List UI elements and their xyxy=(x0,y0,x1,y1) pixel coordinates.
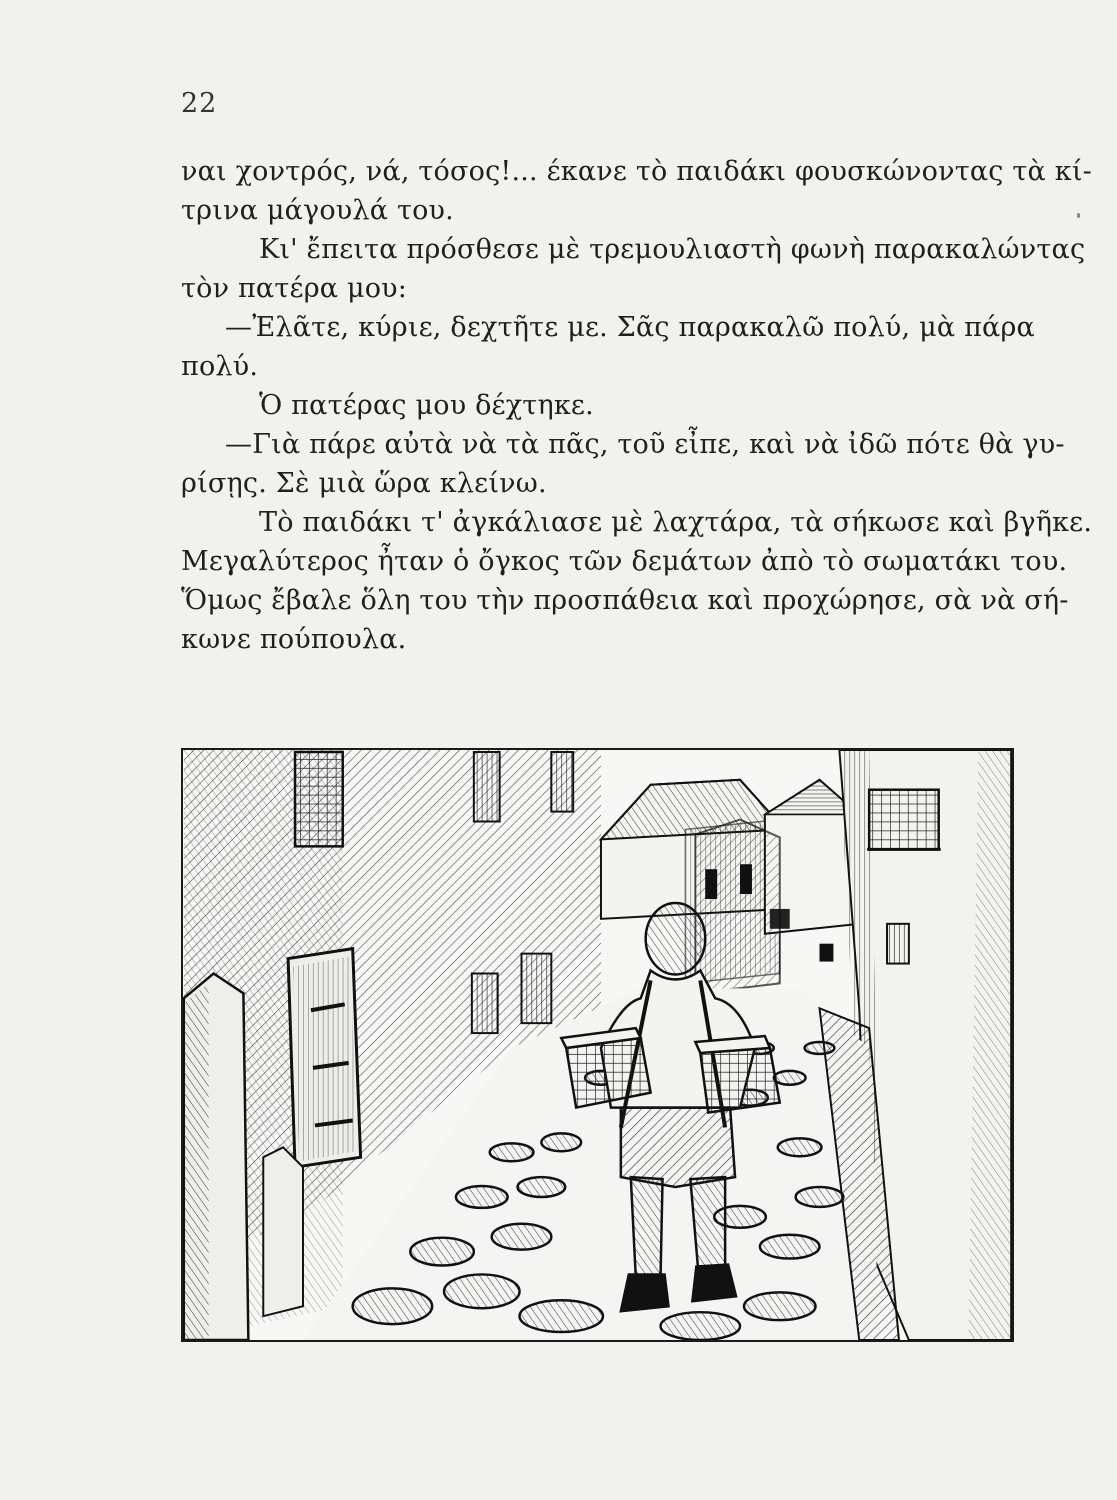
window xyxy=(472,973,498,1033)
text-line: τὸν πατέρα μου: xyxy=(181,273,408,304)
window xyxy=(551,752,573,812)
body-text xyxy=(181,152,1093,659)
illustration-drawing xyxy=(183,750,1012,1340)
margin-mark xyxy=(1077,213,1080,218)
balcony xyxy=(869,790,939,850)
text-line: —Γιὰ πάρε αὐτὰ νὰ τὰ πᾶς, τοῦ εἶπε, καὶ νὰ ἰδῶ πότε θὰ γυ- xyxy=(225,429,1065,460)
window xyxy=(474,752,500,822)
window xyxy=(887,924,909,964)
text-line: Τὸ παιδάκι τ' ἀγκάλιασε μὲ λαχτάρα, τὰ σήκωσε καὶ βγῆκε. xyxy=(259,507,1093,538)
text-line: πολύ. xyxy=(181,351,259,382)
window xyxy=(295,752,343,846)
text-line: τρινα μάγουλά του. xyxy=(181,195,454,226)
text-line: —Ἐλᾶτε, κύριε, δεχτῆτε με. Σᾶς παρακαλῶ πολύ, μὰ πάρα xyxy=(225,312,1035,343)
street-illustration xyxy=(181,748,1014,1342)
text-line: Μεγαλύτερος ἦταν ὁ ὄγκος τῶν δεμάτων ἀπὸ τὸ σωματάκι του. xyxy=(181,546,1068,577)
page-number: 22 xyxy=(181,88,218,119)
text-line: Κι' ἔπειτα πρόσθεσε μὲ τρεμουλιαστὴ φωνὴ παρακαλώντας xyxy=(259,234,1086,265)
text-line: ρίσῃς. Σὲ μιὰ ὥρα κλείνω. xyxy=(181,468,547,499)
text-line: Ὅμως ἔβαλε ὅλη του τὴν προσπάθεια καὶ προχώρησε, σὰ νὰ σή- xyxy=(181,585,1069,616)
text-line: ναι χοντρός, νά, τόσος!... έκανε τὸ παιδάκι φουσκώνοντας τὰ κί- xyxy=(181,156,1092,187)
window xyxy=(522,954,552,1024)
text-line: Ὁ πατέρας μου δέχτηκε. xyxy=(259,390,594,421)
text-line: κωνε πούπουλα. xyxy=(181,624,407,655)
